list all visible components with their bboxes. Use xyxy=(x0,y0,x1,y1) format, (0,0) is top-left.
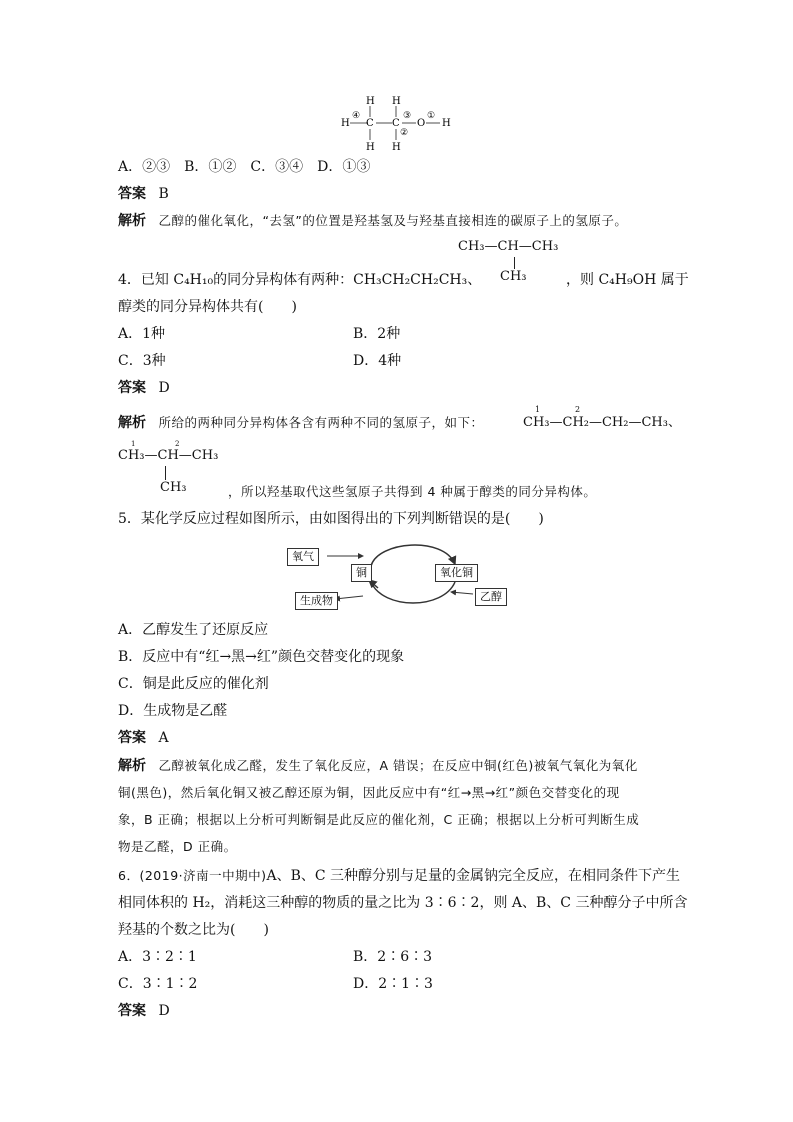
q4-explanation-line2: ，所以羟基取代这些氢原子共得到 4 种属于醇类的同分异构体。 xyxy=(228,484,597,499)
c-2: C xyxy=(392,118,400,129)
q6-option-d: D．2∶1∶3 xyxy=(353,976,433,992)
q5-option-b: B．反应中有“红→黑→红”颜色交替变化的现象 xyxy=(118,649,405,665)
bond-mark-1: ① xyxy=(427,111,436,121)
q4-answer-row xyxy=(118,378,170,398)
q4-carbon-number-2: 2 xyxy=(575,405,581,414)
q6-option-b: B．2∶6∶3 xyxy=(353,949,433,965)
q4-branched-structure-top: CH₃—CH—CH₃ xyxy=(458,239,559,254)
q5-explanation-line3: 象，B 正确；根据以上分析可判断铜是此反应的催化剂，C 正确；根据以上分析可判断生成 xyxy=(118,812,640,827)
explanation-label: 解析 xyxy=(118,415,146,431)
bond-mark-4: ④ xyxy=(352,111,361,121)
q4-explanation-line1 xyxy=(118,413,483,433)
q4-carbon-number-1: 1 xyxy=(535,405,541,414)
c-1: C xyxy=(366,118,374,129)
q6-option-c: C．3∶1∶2 xyxy=(118,976,198,992)
q4-branch-number-1: 1 xyxy=(131,440,136,448)
product-box: 生成物 xyxy=(295,592,338,610)
answer-value: B xyxy=(158,186,169,202)
answer-value: A xyxy=(158,730,169,746)
answer-label: 答案 xyxy=(118,1003,146,1019)
q6-stem-text: A、B、C 三种醇分别与足量的金属钠完全反应，在相同条件下产生 xyxy=(266,868,681,884)
copper-oxide-box: 氧化铜 xyxy=(435,564,478,582)
q6-stem-line3: 羟基的个数之比为( ) xyxy=(118,922,269,938)
ethanol-box: 乙醇 xyxy=(475,588,507,606)
h-top-1: H xyxy=(366,96,375,107)
bond-mark-3: ③ xyxy=(403,111,412,121)
h-top-2: H xyxy=(392,96,401,107)
copper-box: 铜 xyxy=(351,564,372,582)
q6-source: 6．(2019·济南一中期中) xyxy=(118,868,267,883)
answer-value: D xyxy=(158,380,170,396)
h-left: H xyxy=(341,118,350,129)
q5-explanation-line4: 物是乙醛，D 正确。 xyxy=(118,839,237,854)
q4-stem-line2: 醇类的同分异构体共有( ) xyxy=(118,299,297,315)
q4-exp-branched-bottom: CH₃ xyxy=(160,480,187,495)
ethanol-structure-diagram xyxy=(330,92,470,154)
explanation-text: 所给的两种同分异构体各含有两种不同的氢原子，如下： xyxy=(158,415,484,430)
q4-branched-structure-bottom: CH₃ xyxy=(500,269,527,284)
q6-stem-line1 xyxy=(118,866,680,886)
q5-explanation-line1 xyxy=(118,756,638,776)
q5-stem: 5．某化学反应过程如图所示，由如图得出的下列判断错误的是( ) xyxy=(118,511,544,527)
h-right: H xyxy=(442,118,451,129)
q5-option-a: A．乙醇发生了还原反应 xyxy=(118,622,269,638)
q4-option-a: A．1种 xyxy=(118,326,166,342)
q4-branch-bond xyxy=(514,257,515,269)
answer-label: 答案 xyxy=(118,186,146,202)
oxygen-box: 氧气 xyxy=(287,548,319,566)
q4-option-c: C．3种 xyxy=(118,353,166,369)
explanation-label: 解析 xyxy=(118,758,146,774)
bond-mark-2: ② xyxy=(400,128,409,138)
q4-option-b: B．2种 xyxy=(353,326,401,342)
explanation-text: 乙醇被氧化成乙醛，发生了氧化反应，A 错误；在反应中铜(红色)被氧气氧化为氧化 xyxy=(158,758,638,773)
o-atom: O xyxy=(417,118,426,129)
copper-cycle-diagram xyxy=(283,536,523,612)
q6-stem-line2: 相同体积的 H₂，消耗这三种醇的物质的量之比为 3∶6∶2，则 A、B、C 三种醇分子中所含 xyxy=(118,895,688,911)
q4-exp-branched-top: CH₃—CH—CH₃ xyxy=(118,448,219,463)
answer-value: D xyxy=(158,1003,170,1019)
q6-answer-row xyxy=(118,1001,170,1021)
q4-chain-structure: CH₃—CH₂—CH₂—CH₃、 xyxy=(523,415,681,430)
h-bottom-2: H xyxy=(392,142,401,153)
answer-label: 答案 xyxy=(118,380,146,396)
q3-answer-row xyxy=(118,184,169,204)
q3-explanation xyxy=(118,211,627,231)
q5-explanation-line2: 铜(黑色)，然后氧化铜又被乙醇还原为铜，因此反应中有“红→黑→红”颜色交替变化的现 xyxy=(118,785,620,800)
q5-option-c: C．铜是此反应的催化剂 xyxy=(118,676,269,692)
q4-stem-line1 xyxy=(118,270,481,290)
h-bottom-1: H xyxy=(366,142,375,153)
q6-option-a: A．3∶2∶1 xyxy=(118,949,197,965)
explanation-text: 乙醇的催化氧化，“去氢”的位置是羟基氢及与羟基直接相连的碳原子上的氢原子。 xyxy=(158,213,628,228)
q4-stem-part1: 4．已知 C₄H₁₀的同分异构体有两种：CH₃CH₂CH₂CH₃、 xyxy=(118,272,482,288)
explanation-label: 解析 xyxy=(118,213,146,229)
q4-stem-part2: ，则 C₄H₉OH 属于 xyxy=(566,272,689,288)
q4-branch-number-2: 2 xyxy=(175,440,180,448)
answer-label: 答案 xyxy=(118,730,146,746)
q3-options: A．②③ B．①② C．③④ D．①③ xyxy=(118,159,371,175)
q5-answer-row xyxy=(118,728,169,748)
q4-exp-branch-bond xyxy=(165,466,166,480)
q4-option-d: D．4种 xyxy=(353,353,402,369)
q5-option-d: D．生成物是乙醛 xyxy=(118,703,228,719)
